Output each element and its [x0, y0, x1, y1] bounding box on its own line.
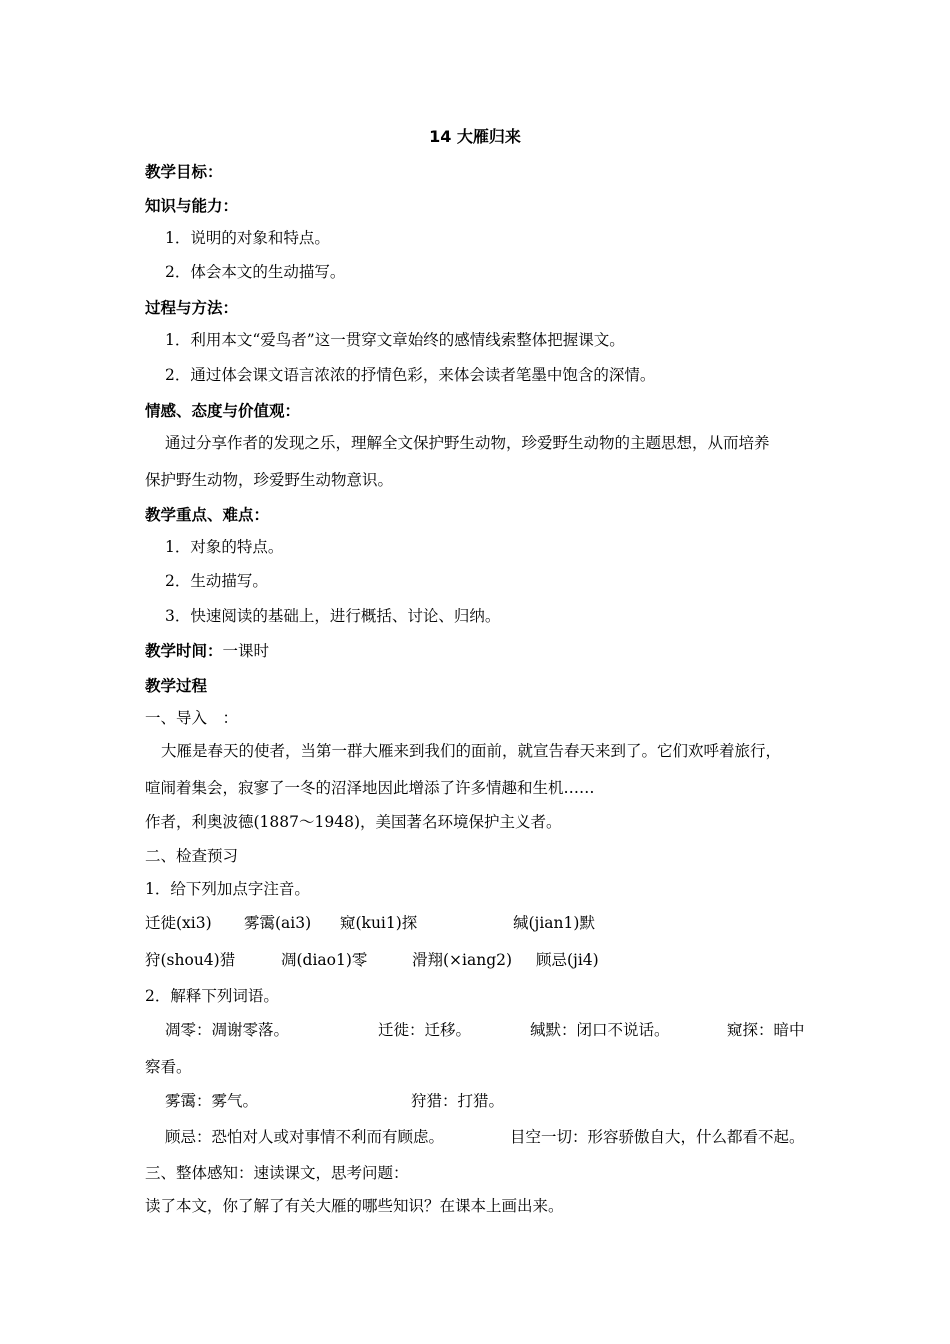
pinyin-entry: 窥(kui1)探 [340, 914, 418, 932]
section3-question: 读了本文，你了解了有关大雁的哪些知识？在课本上画出来。 [145, 1197, 564, 1215]
emotion-heading: 情感、态度与价值观： [145, 402, 301, 420]
teaching-time-value: 一课时 [222, 642, 270, 660]
definition-entry: 雾霭：雾气。 [165, 1092, 259, 1110]
intro-paragraph-line: 大雁是春天的使者，当第一群大雁来到我们的面前，就宣告春天来到了。它们欢呼着旅行， [161, 742, 782, 760]
knowledge-item: 1．说明的对象和特点。 [165, 229, 330, 247]
process-heading: 教学过程 [145, 677, 208, 695]
process-method-item: 2．通过体会课文语言浓浓的抒情色彩，来体会读者笔墨中饱含的深情。 [165, 366, 656, 384]
pinyin-question: 1．给下列加点字注音。 [145, 880, 310, 898]
key-points-item: 1．对象的特点。 [165, 538, 284, 556]
section3-heading: 三、整体感知：速读课文，思考问题： [145, 1164, 409, 1182]
pinyin-entry: 狩(shou4)猎 [145, 951, 236, 969]
process-method-heading: 过程与方法： [145, 299, 239, 317]
author-note: 作者，利奥波德(1887～1948)，美国著名环境保护主义者。 [145, 813, 562, 831]
section1-heading: 一、导入 ： [145, 709, 239, 727]
knowledge-heading: 知识与能力： [145, 197, 239, 215]
pinyin-entry: 凋(diao1)零 [281, 951, 368, 969]
key-points-heading: 教学重点、难点： [145, 506, 270, 524]
pinyin-entry: 缄(jian1)默 [513, 914, 595, 932]
definition-entry: 缄默：闭口不说话。 [530, 1021, 670, 1039]
pinyin-entry: 顾忌(ji4) [536, 951, 599, 969]
emotion-paragraph-line: 保护野生动物，珍爱野生动物意识。 [145, 471, 394, 489]
definitions-question: 2．解释下列词语。 [145, 987, 279, 1005]
process-method-item: 1．利用本文“爱鸟者”这一贯穿文章始终的感情线索整体把握课文。 [165, 331, 625, 349]
pinyin-entry: 滑翔(×iang2) [412, 951, 513, 969]
pinyin-entry: 雾霭(ai3) [244, 914, 312, 932]
emotion-paragraph-line: 通过分享作者的发现之乐，理解全文保护野生动物，珍爱野生动物的主题思想，从而培养 [165, 434, 770, 452]
definition-entry: 凋零：凋谢零落。 [165, 1021, 290, 1039]
definition-entry: 窥探：暗中 [727, 1021, 805, 1039]
intro-paragraph-line: 喧闹着集会，寂寥了一冬的沼泽地因此增添了许多情趣和生机…… [145, 779, 595, 797]
definition-entry: 顾忌：恐怕对人或对事情不利而有顾虑。 [165, 1128, 445, 1146]
definition-entry: 迁徙：迁移。 [378, 1021, 472, 1039]
knowledge-item: 2．体会本文的生动描写。 [165, 263, 346, 281]
definition-continuation: 察看。 [145, 1058, 192, 1076]
teaching-time-label: 教学时间： [145, 642, 223, 660]
pinyin-entry: 迁徙(xi3) [145, 914, 212, 932]
definition-entry: 狩猎：打猎。 [411, 1092, 505, 1110]
teaching-time [145, 641, 269, 661]
key-points-item: 2．生动描写。 [165, 572, 268, 590]
objectives-heading: 教学目标： [145, 163, 223, 181]
document-title: 14 大雁归来 [429, 127, 521, 146]
section2-heading: 二、检查预习 [145, 847, 239, 865]
definition-entry: 目空一切：形容骄傲自大，什么都看不起。 [510, 1128, 805, 1146]
key-points-item: 3．快速阅读的基础上，进行概括、讨论、归纳。 [165, 607, 501, 625]
